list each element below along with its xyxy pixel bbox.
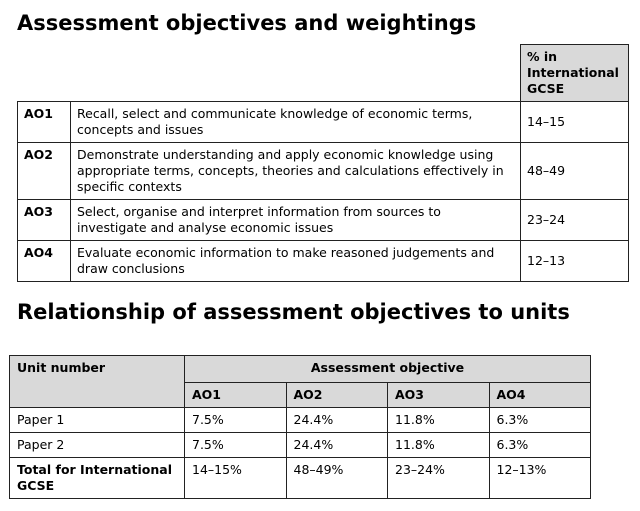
ao-weighting: 48–49 bbox=[521, 143, 629, 200]
ao-weighting: 14–15 bbox=[521, 102, 629, 143]
pct-header: % in International GCSE bbox=[521, 45, 629, 102]
total-label: Total for International GCSE bbox=[10, 458, 185, 499]
cell-value: 6.3% bbox=[489, 433, 591, 458]
ao-code: AO3 bbox=[18, 200, 71, 241]
cell-value: 24.4% bbox=[286, 433, 388, 458]
ao-column-header: AO4 bbox=[489, 383, 591, 408]
total-value: 23–24% bbox=[388, 458, 490, 499]
ao-weighting: 12–13 bbox=[521, 241, 629, 282]
table1-row bbox=[18, 102, 629, 143]
total-value: 14–15% bbox=[185, 458, 287, 499]
cell-value: 7.5% bbox=[185, 408, 287, 433]
total-value: 12–13% bbox=[489, 458, 591, 499]
assessment-objectives-table bbox=[17, 44, 629, 282]
ao-description: Demonstrate understanding and apply economic knowledge using appropriate terms, concepts, theories and calculations effectively in specific contexts bbox=[71, 143, 521, 200]
total-value: 48–49% bbox=[286, 458, 388, 499]
ao-description: Select, organise and interpret information from sources to investigate and analyse economic issues bbox=[71, 200, 521, 241]
ao-column-header: AO1 bbox=[185, 383, 287, 408]
ao-code: AO4 bbox=[18, 241, 71, 282]
heading-assessment-objectives: Assessment objectives and weightings bbox=[17, 11, 477, 35]
assessment-objective-header: Assessment objective bbox=[185, 356, 591, 383]
cell-value: 6.3% bbox=[489, 408, 591, 433]
table-row bbox=[10, 433, 591, 458]
units-relationship-table bbox=[9, 355, 591, 499]
table1-row bbox=[18, 143, 629, 200]
heading-relationship-to-units: Relationship of assessment objectives to units bbox=[17, 300, 570, 324]
unit-label: Paper 1 bbox=[10, 408, 185, 433]
ao-code: AO1 bbox=[18, 102, 71, 143]
cell-value: 11.8% bbox=[388, 433, 490, 458]
unit-number-header: Unit number bbox=[10, 356, 185, 408]
ao-code: AO2 bbox=[18, 143, 71, 200]
table-row bbox=[10, 408, 591, 433]
ao-description: Recall, select and communicate knowledge of economic terms, concepts and issues bbox=[71, 102, 521, 143]
cell-value: 24.4% bbox=[286, 408, 388, 433]
ao-column-header: AO2 bbox=[286, 383, 388, 408]
cell-value: 11.8% bbox=[388, 408, 490, 433]
ao-column-header: AO3 bbox=[388, 383, 490, 408]
total-row bbox=[10, 458, 591, 499]
unit-label: Paper 2 bbox=[10, 433, 185, 458]
table1-row bbox=[18, 241, 629, 282]
table1-row bbox=[18, 200, 629, 241]
cell-value: 7.5% bbox=[185, 433, 287, 458]
ao-description: Evaluate economic information to make reasoned judgements and draw conclusions bbox=[71, 241, 521, 282]
ao-weighting: 23–24 bbox=[521, 200, 629, 241]
table1-blank-header bbox=[18, 45, 521, 102]
